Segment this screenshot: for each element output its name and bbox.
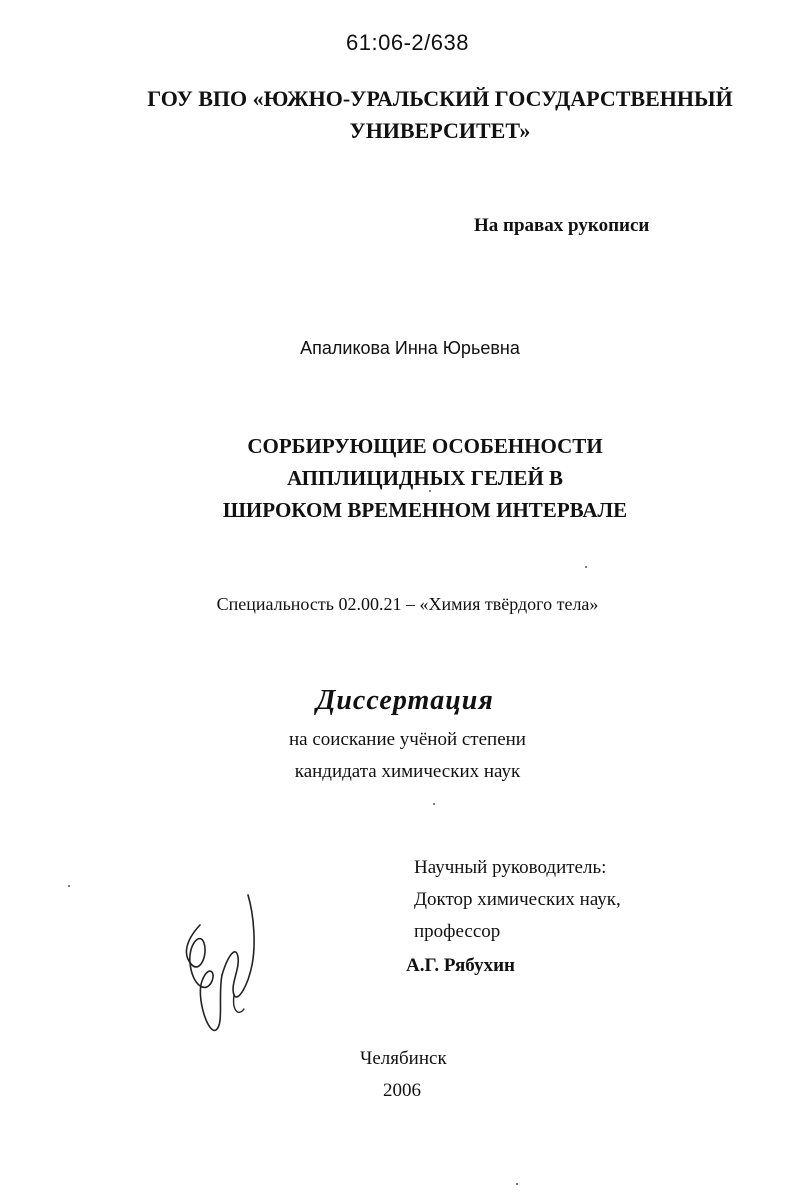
supervisor-degree: Доктор химических наук, — [414, 889, 621, 910]
specialty: Специальность 02.00.21 – «Химия твёрдого тела» — [216, 594, 599, 614]
manuscript-rights: На правах рукописи — [474, 215, 650, 236]
year: 2006 — [383, 1080, 421, 1101]
handwritten-signature — [178, 885, 268, 1045]
title-line-1: СОРБИРУЮЩИЕ ОСОБЕННОСТИ — [247, 434, 603, 458]
title-line-3: ШИРОКОМ ВРЕМЕННОМ ИНТЕРВАЛЕ — [222, 498, 628, 522]
scan-speck — [429, 490, 431, 492]
degree-line-1: на соискание учёной степени — [289, 729, 526, 750]
organization-line-2: УНИВЕРСИТЕТ» — [349, 118, 531, 143]
scan-speck — [68, 885, 70, 887]
document-type: Диссертация — [316, 685, 494, 716]
title-line-2: АППЛИЦИДНЫХ ГЕЛЕЙ В — [286, 466, 564, 490]
supervisor-label: Научный руководитель: — [414, 857, 607, 878]
degree-line-2: кандидата химических наук — [294, 761, 521, 782]
supervisor-name: А.Г. Рябухин — [406, 955, 515, 976]
organization-line-1: ГОУ ВПО «ЮЖНО-УРАЛЬСКИЙ ГОСУДАРСТВЕННЫЙ — [147, 86, 733, 111]
scan-speck — [585, 566, 587, 568]
scan-speck — [433, 803, 435, 805]
supervisor-title: профессор — [414, 921, 501, 942]
scan-speck — [516, 1183, 518, 1185]
city: Челябинск — [360, 1048, 447, 1069]
author-name: Апаликова Инна Юрьевна — [300, 338, 520, 358]
registry-code: 61:06-2/638 — [346, 30, 469, 55]
